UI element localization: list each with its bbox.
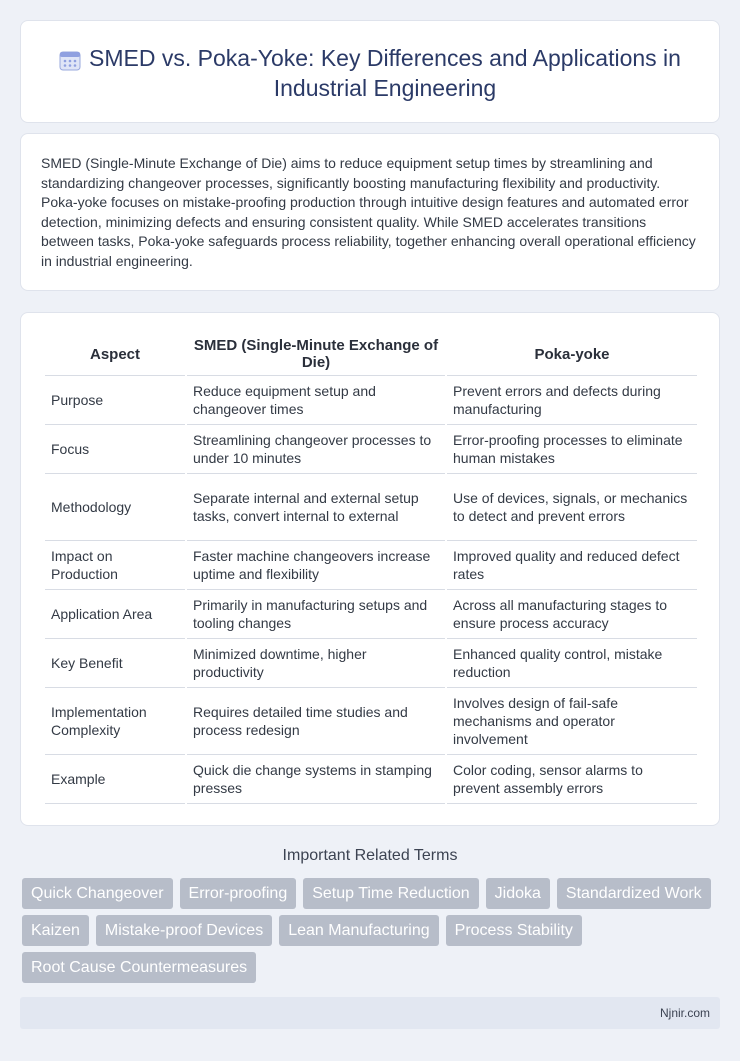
table-row	[45, 376, 697, 425]
cell-aspect: Key Benefit	[45, 639, 185, 688]
table-row	[45, 590, 697, 639]
comparison-table-card	[20, 312, 720, 826]
cell-poka-yoke: Prevent errors and defects during manufacturing	[447, 376, 697, 425]
cell-poka-yoke: Involves design of fail-safe mechanisms and operator involvement	[447, 688, 697, 755]
intro-paragraph: SMED (Single-Minute Exchange of Die) aims to reduce equipment setup times by streamlining and standardizing changeover processes, significantly boosting manufacturing flexibility and productivity. Poka-yoke focuses on mistake-proofing production through intuitive design features and automated error detection, minimizing defects and ensuring consistent quality. While SMED accelerates transitions between tasks, Poka-yoke safeguards process reliability, together enhancing overall operational efficiency in industrial engineering.	[41, 155, 696, 269]
table-header-row	[45, 333, 697, 376]
table-row	[45, 541, 697, 590]
cell-poka-yoke: Error-proofing processes to eliminate human mistakes	[447, 425, 697, 474]
comparison-table	[43, 333, 699, 804]
header-smed: SMED (Single-Minute Exchange of Die)	[187, 333, 445, 376]
cell-smed: Minimized downtime, higher productivity	[187, 639, 445, 688]
cell-poka-yoke: Enhanced quality control, mistake reduction	[447, 639, 697, 688]
cell-smed: Primarily in manufacturing setups and tooling changes	[187, 590, 445, 639]
header-poka-yoke: Poka-yoke	[447, 333, 697, 376]
footer-bar	[20, 997, 720, 1029]
cell-poka-yoke: Across all manufacturing stages to ensure process accuracy	[447, 590, 697, 639]
related-terms-title: Important Related Terms	[282, 847, 458, 864]
cell-aspect: Implementation Complexity	[45, 688, 185, 755]
cell-aspect: Purpose	[45, 376, 185, 425]
cell-aspect: Methodology	[45, 474, 185, 541]
related-term-tag[interactable]: Jidoka	[486, 878, 550, 909]
table-row	[45, 639, 697, 688]
title-card	[20, 20, 720, 123]
cell-aspect: Application Area	[45, 590, 185, 639]
related-term-tag[interactable]: Mistake-proof Devices	[96, 915, 272, 946]
cell-aspect: Impact on Production	[45, 541, 185, 590]
related-term-tag[interactable]: Error-proofing	[180, 878, 297, 909]
related-term-tag[interactable]: Setup Time Reduction	[303, 878, 478, 909]
related-term-tag[interactable]: Lean Manufacturing	[279, 915, 438, 946]
cell-smed: Requires detailed time studies and process redesign	[187, 688, 445, 755]
page-title: SMED vs. Poka-Yoke: Key Differences and Applications in Industrial Engineering	[89, 45, 681, 101]
cell-smed: Separate internal and external setup tasks, convert internal to external	[187, 474, 445, 541]
intro-card	[20, 133, 720, 291]
related-term-tag[interactable]: Root Cause Countermeasures	[22, 952, 256, 983]
related-term-tag[interactable]: Quick Changeover	[22, 878, 173, 909]
cell-smed: Quick die change systems in stamping presses	[187, 755, 445, 804]
table-row	[45, 474, 697, 541]
cell-poka-yoke: Use of devices, signals, or mechanics to detect and prevent errors	[447, 474, 697, 541]
cell-smed: Reduce equipment setup and changeover times	[187, 376, 445, 425]
cell-poka-yoke: Improved quality and reduced defect rates	[447, 541, 697, 590]
related-term-tag[interactable]: Kaizen	[22, 915, 89, 946]
table-row	[45, 755, 697, 804]
cell-poka-yoke: Color coding, sensor alarms to prevent assembly errors	[447, 755, 697, 804]
table-row	[45, 425, 697, 474]
table-row	[45, 688, 697, 755]
related-term-tag[interactable]: Standardized Work	[557, 878, 711, 909]
related-terms-list	[22, 878, 712, 983]
cell-smed: Faster machine changeovers increase uptime and flexibility	[187, 541, 445, 590]
cell-smed: Streamlining changeover processes to under 10 minutes	[187, 425, 445, 474]
cell-aspect: Example	[45, 755, 185, 804]
related-term-tag[interactable]: Process Stability	[446, 915, 582, 946]
header-aspect: Aspect	[45, 333, 185, 376]
cell-aspect: Focus	[45, 425, 185, 474]
footer-site-name[interactable]: Njnir.com	[659, 1006, 710, 1020]
